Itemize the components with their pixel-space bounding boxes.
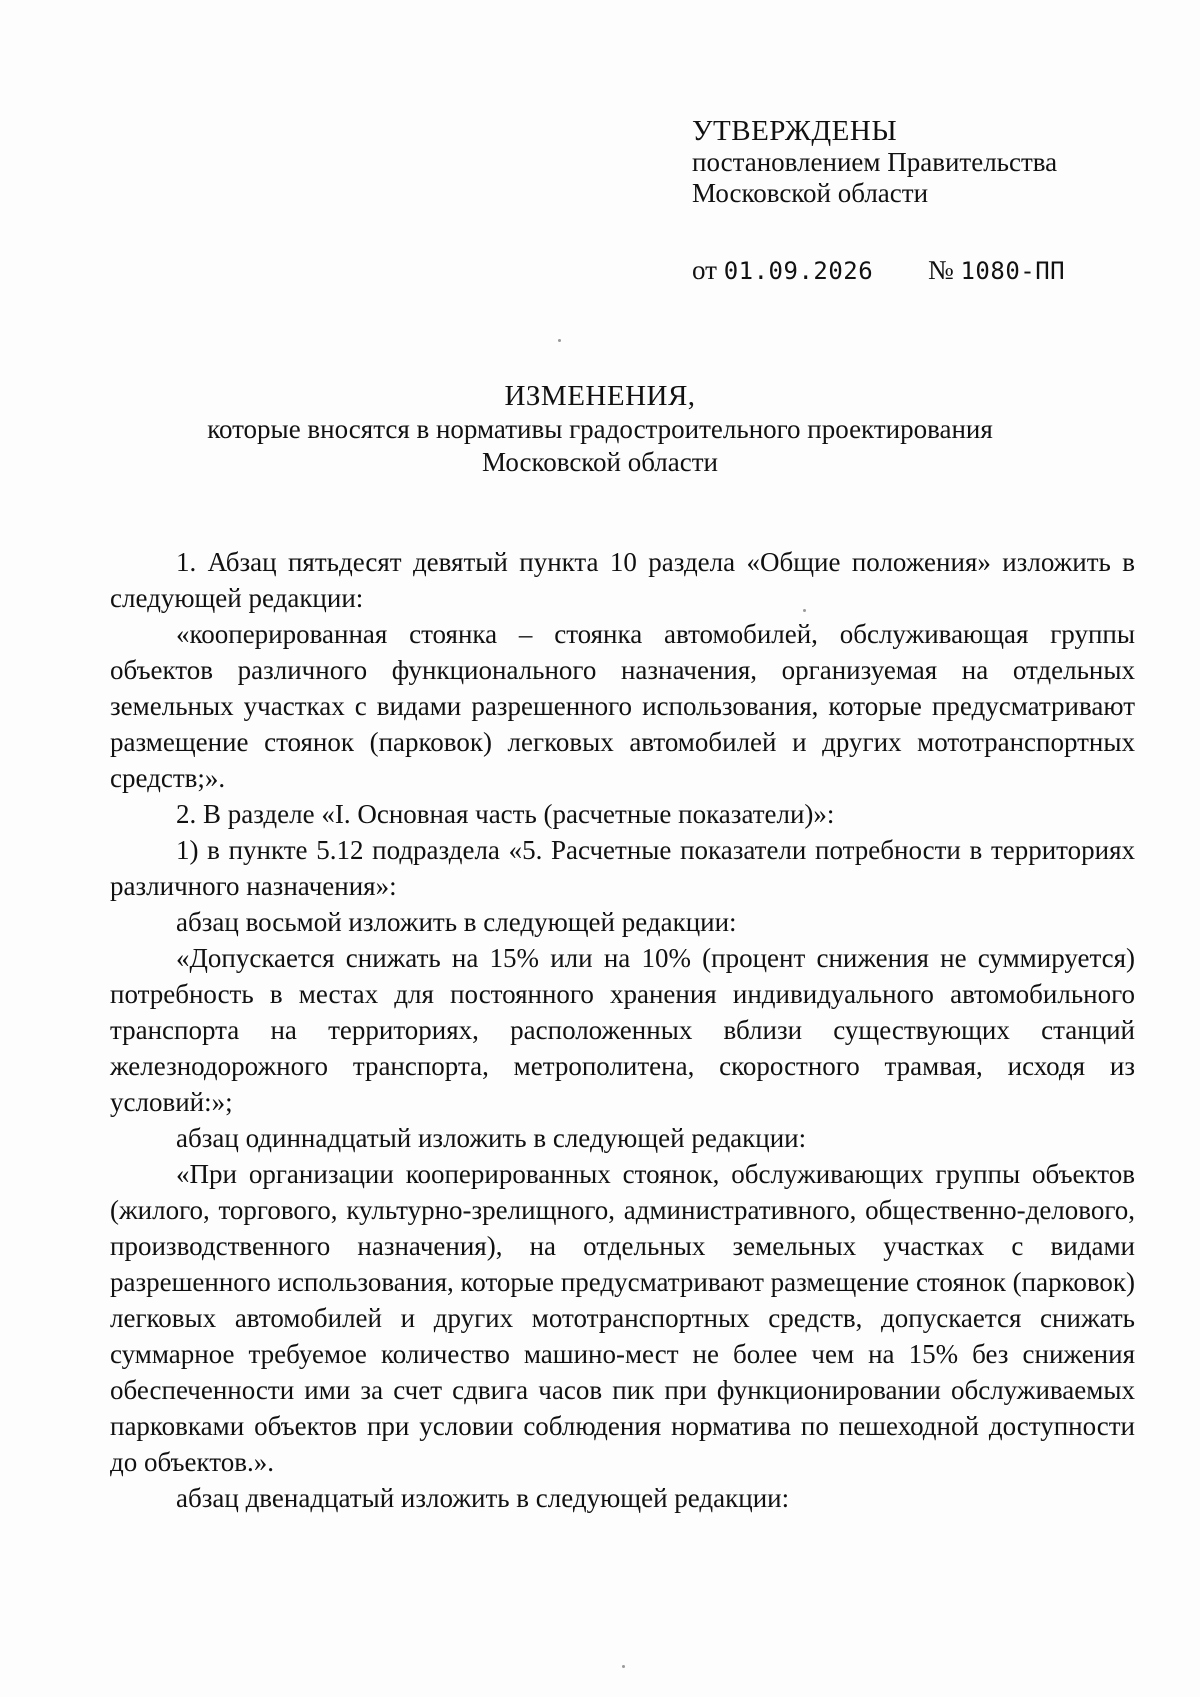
paragraph-definition-quote: «кооперированная стоянка – стоянка автомобилей, обслуживающая группы объектов различного функционального назначения, организуемая на отдельных земельных участках с видами разрешенного использования, которые предусматривают размещение стоянок (парковок) легковых автомобилей и других мототранспортных средств;». — [110, 619, 1135, 793]
paragraph-subitem-1: 1) в пункте 5.12 подраздела «5. Расчетные показатели потребности в территориях различного назначения»: — [110, 835, 1135, 901]
paragraph-quote-reduction: «Допускается снижать на 15% или на 10% (процент снижения не суммируется) потребность в местах для постоянного хранения индивидуального автомобильного транспорта на территориях, расположенных вблизи существующих станций железнодорожного транспорта, метрополитена, скоростного трамвая, исходя из условий:»; — [110, 943, 1135, 1117]
scan-speck — [803, 609, 806, 612]
document-title: ИЗМЕНЕНИЯ, — [504, 380, 696, 412]
document-subtitle-line-1: которые вносятся в нормативы градостроительного проектирования — [207, 414, 993, 444]
approval-block — [692, 116, 1122, 287]
decree-reference — [692, 255, 1122, 287]
paragraph-item-2: 2. В разделе «I. Основная часть (расчетные показатели)»: — [176, 799, 835, 829]
scan-speck — [622, 1665, 625, 1668]
approved-heading: УТВЕРЖДЕНЫ — [692, 115, 898, 147]
document-title-block — [150, 380, 1050, 479]
number-sign: № — [927, 255, 954, 285]
decree-date: 01.09.2026 — [723, 257, 874, 285]
approval-region-line: Московской области — [692, 178, 929, 208]
scan-speck — [558, 339, 561, 342]
approval-authority-line: постановлением Правительства — [692, 147, 1058, 177]
paragraph-instruction-11: абзац одиннадцатый изложить в следующей редакции: — [176, 1123, 807, 1153]
document-subtitle-line-2: Московской области — [481, 447, 718, 477]
date-prefix: от — [692, 255, 717, 285]
paragraph-instruction-12: абзац двенадцатый изложить в следующей редакции: — [176, 1483, 790, 1513]
document-body — [110, 544, 1135, 1516]
paragraph-item-1: 1. Абзац пятьдесят девятый пункта 10 раздела «Общие положения» изложить в следующей редакции: — [110, 547, 1135, 613]
paragraph-quote-cooperative-parking: «При организации кооперированных стоянок, обслуживающих группы объектов (жилого, торгового, культурно-зрелищного, административного, общественно-делового, производственного назначения), на отдельных земельных участках с видами разрешенного использования, которые предусматривают размещение стоянок (парковок) легковых автомобилей и других мототранспортных средств, допускается снижать суммарное требуемое количество машино-мест не более чем на 15% без снижения обеспеченности ими за счет сдвига часов пик при функционировании обслуживаемых парковками объектов при условии соблюдения норматива по пешеходной доступности до объектов.». — [110, 1159, 1135, 1477]
paragraph-instruction-8: абзац восьмой изложить в следующей редакции: — [176, 907, 737, 937]
decree-number: 1080-ПП — [960, 257, 1066, 285]
